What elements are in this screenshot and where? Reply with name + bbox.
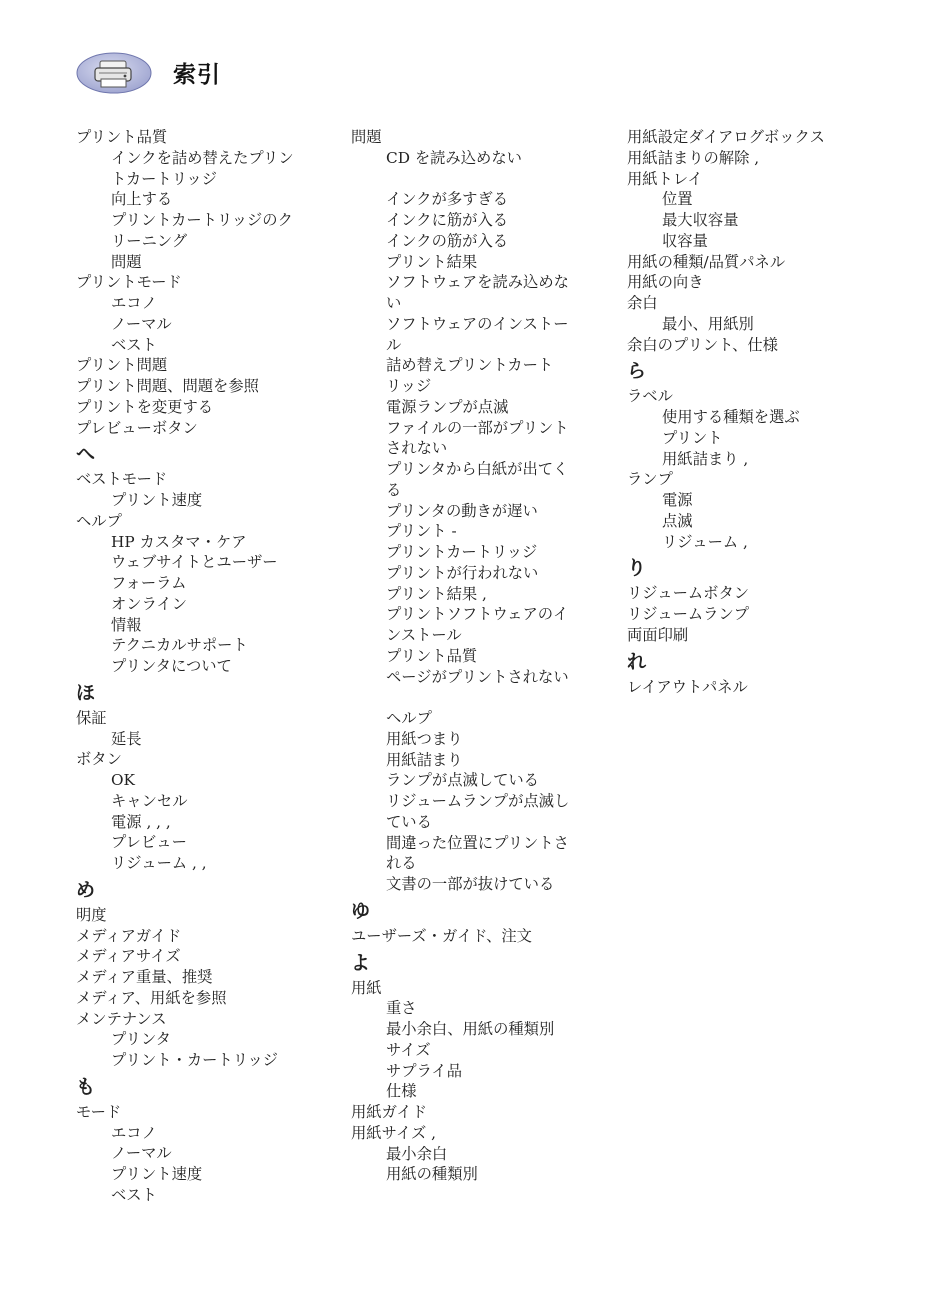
index-letter-heading: よ bbox=[351, 951, 371, 974]
index-entry: 用紙ガイド bbox=[351, 1103, 428, 1121]
index-column-3 bbox=[627, 127, 927, 697]
index-letter-heading: へ bbox=[76, 443, 96, 466]
index-subentry: ノーマル bbox=[111, 1144, 172, 1163]
index-entry: 明度 bbox=[76, 905, 107, 924]
index-entry: ランプ bbox=[627, 470, 673, 489]
index-subentry: ノーマル bbox=[111, 314, 172, 333]
index-entry: メディアサイズ bbox=[76, 947, 181, 966]
index-subentry: 用紙詰まり , bbox=[662, 449, 749, 468]
index-subentry: 間違った位置にプリントさ bbox=[386, 833, 569, 852]
index-subentry: インクを詰め替えたプリン bbox=[111, 148, 294, 167]
index-entry: 用紙トレイ bbox=[627, 169, 703, 188]
index-subentry: 延長 bbox=[111, 729, 142, 748]
index-subentry: プリントが行われない bbox=[386, 563, 539, 582]
index-subentry: プリントカートリッジ bbox=[386, 543, 538, 561]
index-subentry: プリンタ bbox=[111, 1030, 171, 1049]
index-subentry: テクニカルサポート bbox=[111, 636, 248, 655]
index-subentry: プリント速度 bbox=[111, 491, 203, 509]
index-subentry: トカートリッジ bbox=[111, 169, 218, 188]
index-entry: プリント問題、問題を参照 bbox=[76, 377, 259, 395]
index-entry: 用紙の向き bbox=[627, 273, 704, 292]
index-entry: ベストモード bbox=[76, 470, 168, 489]
index-subentry: リーニング bbox=[111, 231, 188, 250]
index-subentry: プリント品質 bbox=[386, 646, 478, 665]
index-letter-heading: ら bbox=[627, 360, 647, 383]
index-entry: 余白のプリント、仕様 bbox=[627, 335, 778, 354]
index-subentry: 問題 bbox=[111, 252, 142, 271]
index-entry: ボタン bbox=[76, 750, 122, 769]
index-entry: プリント品質 bbox=[76, 128, 168, 146]
index-subentry: リッジ bbox=[386, 377, 432, 395]
index-entry: リジュームボタン bbox=[627, 584, 750, 603]
index-subentry: フォーラム bbox=[111, 574, 187, 592]
index-subentry: ベスト bbox=[111, 335, 157, 354]
index-subentry: サプライ品 bbox=[386, 1061, 463, 1080]
index-entry: メンテナンス bbox=[76, 1009, 167, 1028]
index-subentry: れる bbox=[386, 854, 417, 873]
index-subentry: プレビュー bbox=[111, 833, 187, 852]
index-entry: プレビューボタン bbox=[76, 418, 198, 437]
index-letter-heading: ほ bbox=[76, 681, 96, 704]
index-subentry: 最小、用紙別 bbox=[662, 314, 754, 333]
index-subentry: 用紙つまり bbox=[386, 729, 463, 748]
index-column-1 bbox=[76, 127, 346, 1206]
index-subentry: ファイルの一部がプリント bbox=[386, 418, 569, 437]
index-subentry: サイズ bbox=[386, 1040, 431, 1059]
printer-icon bbox=[76, 52, 152, 94]
index-entry: メディア、用紙を参照 bbox=[76, 988, 227, 1007]
index-entry: プリントモード bbox=[76, 273, 182, 292]
index-subentry: OK bbox=[111, 771, 135, 789]
index-subentry: 向上する bbox=[111, 190, 173, 209]
index-subentry: 情報 bbox=[111, 615, 142, 634]
index-subentry: HP カスタマ・ケア bbox=[111, 532, 247, 551]
index-spacer bbox=[351, 169, 621, 190]
index-subentry: 仕様 bbox=[386, 1082, 417, 1101]
index-entry: メディア重量、推奨 bbox=[76, 968, 213, 986]
index-subentry: ンストール bbox=[386, 626, 462, 644]
index-spacer bbox=[351, 687, 621, 708]
index-subentry: 電源 bbox=[662, 491, 693, 509]
index-subentry: 詰め替えプリントカート bbox=[386, 356, 554, 375]
index-subentry: リジューム , , bbox=[111, 854, 207, 872]
index-subentry: リジュームランプが点滅し bbox=[386, 792, 570, 810]
index-subentry: プリンタの動きが遅い bbox=[386, 501, 538, 520]
index-subentry: ル bbox=[386, 335, 402, 354]
index-entry: プリント問題 bbox=[76, 356, 168, 375]
index-subentry: ページがプリントされない bbox=[386, 667, 569, 686]
index-letter-heading: も bbox=[76, 1075, 96, 1098]
index-subentry: CD を読み込めない bbox=[386, 148, 522, 167]
index-column-2 bbox=[351, 127, 621, 1185]
index-subentry: 用紙の種類別 bbox=[386, 1165, 478, 1184]
index-subentry: エコノ bbox=[111, 1123, 157, 1142]
page-title: 索引 bbox=[173, 62, 221, 88]
index-subentry: 重さ bbox=[386, 999, 417, 1018]
index-subentry: ヘルプ bbox=[386, 709, 432, 727]
index-subentry: 最小余白 bbox=[386, 1144, 448, 1163]
index-entry: 両面印刷 bbox=[627, 625, 689, 644]
index-subentry: プリントソフトウェアのイ bbox=[386, 605, 569, 624]
index-subentry: 電源ランプが点滅 bbox=[386, 397, 509, 416]
index-subentry: 点滅 bbox=[662, 511, 693, 530]
index-subentry: インクの筋が入る bbox=[386, 231, 509, 250]
index-entry: メディアガイド bbox=[76, 926, 182, 945]
index-entry: レイアウトパネル bbox=[627, 677, 748, 696]
index-entry: 用紙サイズ , bbox=[351, 1123, 436, 1142]
index-entry: 余白 bbox=[627, 294, 658, 312]
index-subentry: ベスト bbox=[111, 1185, 157, 1204]
index-subentry: ソフトウェアのインストー bbox=[386, 314, 569, 333]
index-subentry: プリンタから白紙が出てく bbox=[386, 460, 569, 478]
index-letter-heading: れ bbox=[627, 650, 647, 673]
index-entry: モード bbox=[76, 1102, 122, 1121]
index-subentry: プリント bbox=[662, 428, 723, 447]
index-subentry: 最大収容量 bbox=[662, 211, 739, 229]
index-subentry: プリントカートリッジのク bbox=[111, 211, 293, 229]
index-subentry: エコノ bbox=[111, 294, 157, 312]
index-entry: プリントを変更する bbox=[76, 397, 214, 416]
index-subentry: プリント・カートリッジ bbox=[111, 1051, 279, 1069]
index-subentry: インクが多すぎる bbox=[386, 190, 509, 209]
index-letter-heading: ゆ bbox=[351, 899, 371, 922]
index-subentry: る bbox=[386, 480, 402, 499]
index-subentry: されない bbox=[386, 439, 448, 458]
index-subentry: プリント速度 bbox=[111, 1165, 203, 1183]
index-subentry: 最小余白、用紙の種類別 bbox=[386, 1020, 555, 1038]
index-entry: ヘルプ bbox=[76, 511, 122, 530]
index-subentry: 位置 bbox=[662, 190, 693, 209]
index-subentry: 文書の一部が抜けている bbox=[386, 875, 555, 893]
index-subentry: オンライン bbox=[111, 594, 188, 613]
index-entry: 用紙の種類/品質パネル bbox=[627, 252, 786, 271]
index-entry: 問題 bbox=[351, 128, 382, 146]
index-entry: 保証 bbox=[76, 708, 107, 727]
index-entry: ユーザーズ・ガイド、注文 bbox=[351, 926, 532, 945]
index-subentry: 使用する種類を選ぶ bbox=[662, 408, 800, 426]
index-subentry: 収容量 bbox=[662, 231, 708, 250]
index-subentry: い bbox=[386, 294, 402, 312]
index-subentry: 電源 , , , bbox=[111, 812, 171, 831]
index-entry: リジュームランプ bbox=[627, 605, 750, 623]
index-subentry: ランプが点滅している bbox=[386, 771, 539, 790]
index-subentry: リジューム , bbox=[662, 532, 748, 551]
index-subentry: キャンセル bbox=[111, 791, 188, 810]
index-subentry: ウェブサイトとユーザー bbox=[111, 553, 278, 572]
index-subentry: ソフトウェアを読み込めな bbox=[386, 273, 569, 292]
index-letter-heading: り bbox=[627, 557, 647, 580]
index-entry: 用紙設定ダイアログボックス bbox=[627, 128, 825, 146]
index-entry: ラベル bbox=[627, 387, 673, 406]
index-subentry: ている bbox=[386, 812, 432, 831]
index-entry: 用紙詰まりの解除 , bbox=[627, 148, 760, 167]
index-subentry: プリント結果 bbox=[386, 252, 478, 271]
index-entry: 用紙 bbox=[351, 978, 382, 997]
index-subentry: プリント結果 , bbox=[386, 584, 487, 603]
index-letter-heading: め bbox=[76, 878, 96, 901]
index-subentry: プリンタについて bbox=[111, 657, 232, 675]
index-subentry: プリント - bbox=[386, 522, 457, 541]
index-subentry: 用紙詰まり bbox=[386, 750, 463, 769]
index-subentry: インクに筋が入る bbox=[386, 211, 509, 229]
